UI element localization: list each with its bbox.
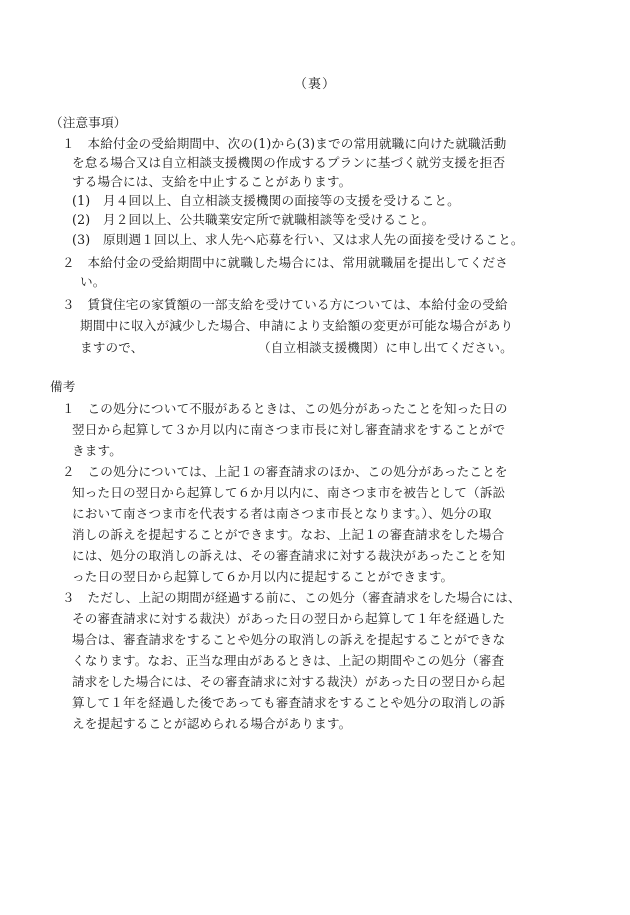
- notes-item-3-line-2: 期間中に収入が減少した場合、申請により支給額の変更が可能な場合があり: [80, 318, 514, 333]
- notes-item-1-sub-2: (2) 月２回以上、公共職業安定所で就職相談等を受けること。: [72, 212, 435, 227]
- remarks-heading: 備考: [50, 379, 76, 394]
- notes-item-3-line-1: ３ 賃貸住宅の家賃額の一部支給を受けている方については、本給付金の受給: [62, 297, 508, 312]
- notes-item-1-line-1: １ 本給付金の受給期間中、次の(1)から(3)までの常用就職に向けた就職活動: [62, 136, 507, 151]
- page-title: （裏）: [293, 77, 336, 92]
- remarks-item-1-line-2: 翌日から起算して３か月以内に南さつま市長に対し審査請求をすることがで: [72, 422, 506, 437]
- remarks-item-2-line-4: 消しの訴えを提起することができます。なお、上記１の審査請求をした場合: [72, 527, 505, 542]
- remarks-item-2-line-6: った日の翌日から起算して６か月以内に提起することができます。: [72, 569, 454, 584]
- remarks-item-2-line-2: 知った日の翌日から起算して６か月以内に、南さつま市を被告として（訴訟: [72, 485, 506, 500]
- remarks-item-2-line-5: には、処分の取消しの訴えは、その審査請求に対する裁決があったことを知: [72, 548, 506, 563]
- remarks-item-3-line-4: くなります。なお、正当な理由があるときは、上記の期間やこの処分（審査: [72, 653, 505, 668]
- remarks-item-3-line-1: ３ ただし、上記の期間が経過する前に、この処分（審査請求をした場合には、: [62, 590, 521, 605]
- notes-item-1-sub-1: (1) 月４回以上、自立相談支援機関の面接等の支援を受けること。: [72, 193, 460, 208]
- remarks-item-1-line-3: きます。: [72, 443, 122, 458]
- notes-item-1-line-3: する場合には、支給を中止することがあります。: [72, 174, 352, 189]
- remarks-item-3-line-3: 場合は、審査請求をすることや処分の取消しの訴えを提起することができな: [72, 632, 506, 647]
- notes-item-3-line-3a: ますので、: [80, 340, 144, 355]
- remarks-item-3-line-6: 算して１年を経過した後であっても審査請求をすることや処分の取消しの訴: [72, 695, 506, 710]
- notes-item-2-line-1: ２ 本給付金の受給期間中に就職した場合には、常用就職届を提出してくださ: [62, 255, 509, 270]
- notes-item-3-line-3b: （自立相談支援機関）に申し出てください。: [258, 340, 513, 355]
- notes-heading: （注意事項）: [50, 115, 127, 130]
- notes-item-2-line-2: い。: [80, 274, 106, 289]
- remarks-item-2-line-3: において南さつま市を代表する者は南さつま市長となります。）、処分の取: [72, 506, 492, 521]
- remarks-item-1-line-1: １ この処分について不服があるときは、この処分があったことを知った日の: [62, 401, 508, 416]
- remarks-item-3-line-2: その審査請求に対する裁決）があった日の翌日から起算して１年を経過した: [72, 611, 506, 626]
- notes-item-1-sub-3: (3) 原則週１回以上、求人先へ応募を行い、又は求人先の面接を受けること。: [72, 232, 524, 247]
- notes-item-1-line-2: を怠る場合又は自立相談支援機関の作成するプランに基づく就労支援を拒否: [72, 155, 506, 170]
- remarks-item-3-line-5: 請求をした場合には、その審査請求に対する裁決）があった日の翌日から起: [72, 674, 506, 689]
- remarks-item-2-line-1: ２ この処分については、上記１の審査請求のほか、この処分があったことを: [62, 464, 508, 479]
- remarks-item-3-line-7: えを提起することが認められる場合があります。: [72, 716, 352, 731]
